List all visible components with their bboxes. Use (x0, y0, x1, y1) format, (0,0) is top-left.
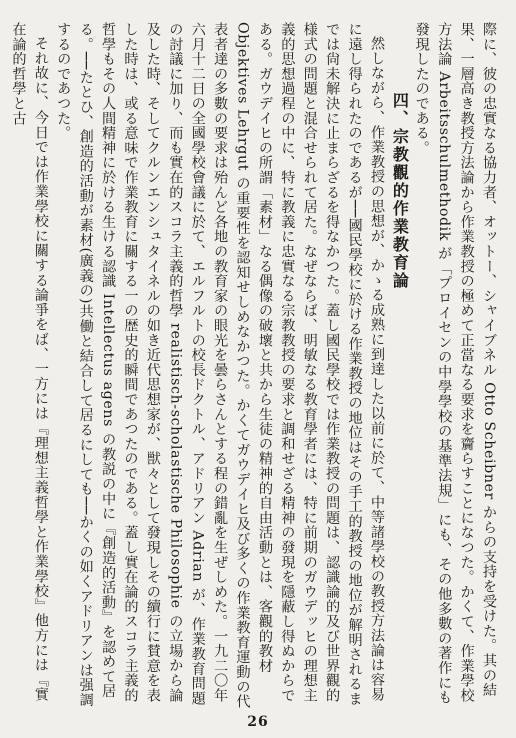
section-heading: 四、宗教觀的作業教育論 (390, 92, 410, 290)
paragraph-continuation: 際に、彼の忠實なる協力者、オットー、シャイブネル Otto Scheibner からの支持を受けた。其の結果、一層高き教授方法論から作業教授の極めて正當なる要求を齎らすことになつた。かくて、作業學校方法論 Arbeitsschulmethodik が「プロイセンの中學學校の基準法規」にも、その他多數の著作にも發現したのである。 (413, 22, 497, 705)
paragraph: それ故に、今日では作業學校に關する論爭をば、一方には『理想主義哲學と作業學校』他方には『實在論的哲學と古 (10, 22, 49, 703)
page-number: 26 (247, 714, 269, 730)
paragraph: 然しながら、作業教授の思想が、かゝる成熟に到達した以前に於て、中等諸學校の教授方法論は容易に遠し得られたのであるが──國民學校に於ける作業教授の地位はその手工的教授の地位が解明されるまでは尙未解決に止まらざるを得なかつた。蓋し國民學校では作業教授の問題は、認識論的及び世界觀的様式の問題と混合せられて居た。なぜならば、明敏なる教育學者には、特に前期のガウデッヒの理想主義的思想過程の中に、特に教義に忠實なる宗教教授の要求と調和せざる精神の發現を隱蔽し得ぬからである。ガウデイヒの所謂「素材」なる偶像の破壞と共から生徒の精神的自由活動とは、客觀的教材 Objektives Lehrgut の重要性を認知せしめなかつた。かくてガウデイヒ及び多くの作業教育運動の代表者達の多數の要求は殆んど各地の教育家の眼光を曇らさんとする程の錯亂を生ぜしめた。一九二〇年六月十二日の全國學校會議に於て、エルフルトの校長ドクトル、アドリアン Adrian が、作業教育問題の討議に加り、而も實在的スコラ主義的哲學 realistisch-scholastische Philosophie の立場から論及した時、そしてクルンエンシュタイネルの如き近代思想家が、獣々として發現しその續行に賛意を表した時は、或る意味で作業教育に關する一の歴史的瞬間であつたのである。蓋し實在論的スコラ主義的哲學もその人間精神に於ける生ける認識 Intellectus agens の教説の中に『創造的活動』を認めて居る。──たとひ、創造的活動が素材(廣義の)共働と結合して居るにしても──かくの如くアドリアンは强調するのであつた。 (55, 22, 385, 709)
vertical-text-body (10, 22, 500, 710)
